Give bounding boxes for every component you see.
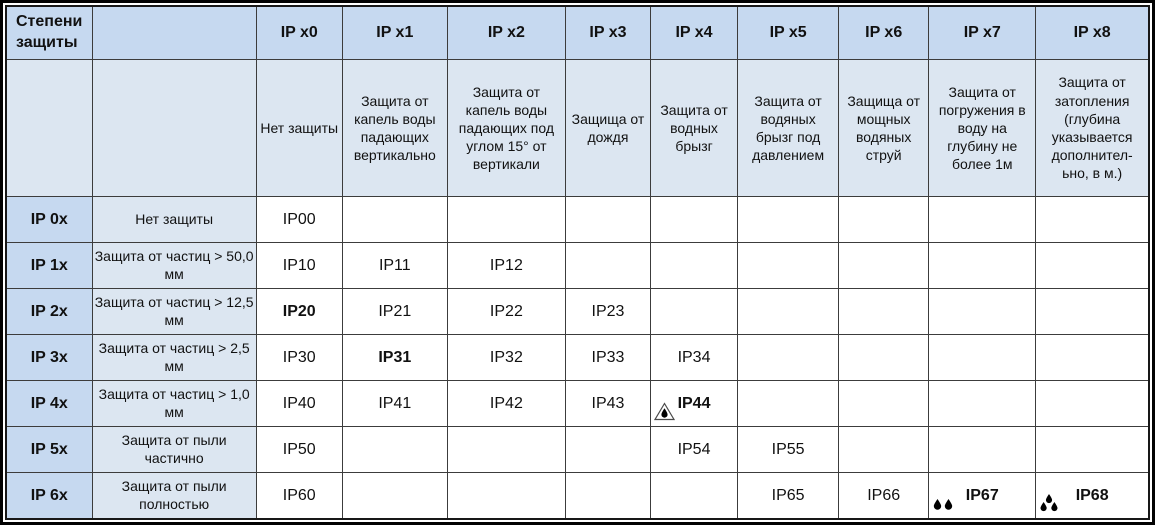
value-cell bbox=[738, 473, 839, 519]
row-label-cell: IP 3x bbox=[6, 335, 92, 381]
column-description-cell: Нет защиты bbox=[256, 60, 342, 197]
value-cell bbox=[565, 427, 650, 473]
header-spacer-cell bbox=[92, 6, 256, 60]
column-header-cell: IP x1 bbox=[342, 6, 447, 60]
value-text: IP44 bbox=[677, 394, 711, 412]
value-text: IP66 bbox=[867, 486, 901, 504]
value-cell bbox=[447, 197, 565, 243]
column-description-cell: Защита от капель воды падающих под углом 15° от вертикали bbox=[447, 60, 565, 197]
row-description-cell: Защита от частиц > 1,0 мм bbox=[92, 381, 256, 427]
value-cell bbox=[651, 427, 738, 473]
value-text: IP42 bbox=[489, 394, 523, 412]
value-cell bbox=[929, 289, 1036, 335]
ip-protection-table bbox=[5, 5, 1150, 520]
value-cell bbox=[929, 427, 1036, 473]
column-header-cell: IP x3 bbox=[565, 6, 650, 60]
value-cell bbox=[447, 243, 565, 289]
value-cell bbox=[565, 335, 650, 381]
value-cell bbox=[651, 473, 738, 519]
value-cell bbox=[256, 243, 342, 289]
value-text: IP23 bbox=[591, 302, 625, 320]
row-label-cell: IP 2x bbox=[6, 289, 92, 335]
value-cell bbox=[738, 381, 839, 427]
header-row bbox=[6, 6, 1149, 60]
value-cell bbox=[839, 381, 929, 427]
value-cell bbox=[839, 243, 929, 289]
column-description-cell: Защита от затопления (глубина указывается дополнител-ьно, в м.) bbox=[1036, 60, 1149, 197]
value-text: IP40 bbox=[282, 394, 316, 412]
value-cell bbox=[447, 473, 565, 519]
table-body bbox=[6, 197, 1149, 520]
value-text: IP22 bbox=[489, 302, 523, 320]
value-cell bbox=[565, 473, 650, 519]
column-header-cell: IP x7 bbox=[929, 6, 1036, 60]
value-cell bbox=[651, 243, 738, 289]
table-row bbox=[6, 381, 1149, 427]
value-cell bbox=[342, 381, 447, 427]
row-description-cell: Защита от пыли полностью bbox=[92, 473, 256, 519]
corner-header-cell: Степени защиты bbox=[6, 6, 92, 60]
row-label-cell: IP 0x bbox=[6, 197, 92, 243]
value-cell bbox=[342, 427, 447, 473]
table-row bbox=[6, 197, 1149, 243]
value-cell bbox=[447, 381, 565, 427]
value-text: IP50 bbox=[282, 440, 316, 458]
column-description-cell: Защища от мощных водяных струй bbox=[839, 60, 929, 197]
description-spacer-cell bbox=[6, 60, 92, 197]
drop-in-triangle-icon bbox=[654, 402, 675, 421]
value-text: IP34 bbox=[677, 348, 711, 366]
value-cell bbox=[929, 381, 1036, 427]
value-cell bbox=[565, 197, 650, 243]
value-text: IP68 bbox=[1075, 486, 1109, 504]
row-description-cell: Защита от пыли частично bbox=[92, 427, 256, 473]
value-cell bbox=[342, 197, 447, 243]
value-cell bbox=[565, 243, 650, 289]
description-spacer-cell bbox=[92, 60, 256, 197]
row-label-cell: IP 4x bbox=[6, 381, 92, 427]
table-header bbox=[6, 6, 1149, 197]
value-text: IP54 bbox=[677, 440, 711, 458]
value-text: IP31 bbox=[378, 348, 412, 366]
value-cell bbox=[651, 335, 738, 381]
value-cell bbox=[929, 473, 1036, 519]
table-row bbox=[6, 289, 1149, 335]
value-cell bbox=[256, 427, 342, 473]
value-cell bbox=[738, 335, 839, 381]
value-text: IP32 bbox=[489, 348, 523, 366]
column-header-cell: IP x6 bbox=[839, 6, 929, 60]
value-cell bbox=[1036, 289, 1149, 335]
value-cell bbox=[342, 473, 447, 519]
value-cell bbox=[447, 427, 565, 473]
value-text: IP30 bbox=[282, 348, 316, 366]
value-text: IP67 bbox=[965, 486, 999, 504]
table-row bbox=[6, 473, 1149, 519]
table-row bbox=[6, 335, 1149, 381]
value-cell bbox=[565, 381, 650, 427]
column-header-cell: IP x5 bbox=[738, 6, 839, 60]
value-cell bbox=[929, 197, 1036, 243]
value-cell bbox=[839, 335, 929, 381]
value-text: IP12 bbox=[489, 256, 523, 274]
value-cell bbox=[839, 473, 929, 519]
value-text: IP41 bbox=[378, 394, 412, 412]
row-label-cell: IP 5x bbox=[6, 427, 92, 473]
value-cell bbox=[1036, 335, 1149, 381]
row-description-cell: Защита от частиц > 2,5 мм bbox=[92, 335, 256, 381]
value-cell bbox=[651, 381, 738, 427]
value-cell bbox=[342, 243, 447, 289]
value-text: IP10 bbox=[282, 256, 316, 274]
value-text: IP33 bbox=[591, 348, 625, 366]
value-cell bbox=[256, 335, 342, 381]
description-row bbox=[6, 60, 1149, 197]
value-cell bbox=[929, 335, 1036, 381]
row-description-cell: Защита от частиц > 12,5 мм bbox=[92, 289, 256, 335]
value-cell bbox=[256, 197, 342, 243]
value-cell bbox=[1036, 243, 1149, 289]
value-cell bbox=[839, 289, 929, 335]
two-drops-icon bbox=[932, 499, 954, 513]
value-text: IP21 bbox=[378, 302, 412, 320]
value-text: IP11 bbox=[378, 256, 411, 274]
value-cell bbox=[929, 243, 1036, 289]
value-cell bbox=[738, 427, 839, 473]
value-cell bbox=[565, 289, 650, 335]
column-description-cell: Защита от капель воды падающих вертикально bbox=[342, 60, 447, 197]
column-header-cell: IP x8 bbox=[1036, 6, 1149, 60]
value-text: IP60 bbox=[282, 486, 316, 504]
value-cell bbox=[839, 427, 929, 473]
three-drops-icon bbox=[1039, 494, 1059, 513]
value-cell bbox=[256, 473, 342, 519]
row-description-cell: Защита от частиц > 50,0 мм bbox=[92, 243, 256, 289]
value-cell bbox=[651, 289, 738, 335]
column-description-cell: Защита от водных брызг bbox=[651, 60, 738, 197]
row-label-cell: IP 6x bbox=[6, 473, 92, 519]
column-description-cell: Защита от водяных брызг под давлением bbox=[738, 60, 839, 197]
value-cell bbox=[447, 335, 565, 381]
value-cell bbox=[738, 243, 839, 289]
column-header-cell: IP x0 bbox=[256, 6, 342, 60]
value-cell bbox=[256, 289, 342, 335]
value-cell bbox=[1036, 381, 1149, 427]
column-header-cell: IP x4 bbox=[651, 6, 738, 60]
value-cell bbox=[1036, 473, 1149, 519]
column-description-cell: Защища от дождя bbox=[565, 60, 650, 197]
row-description-cell: Нет защиты bbox=[92, 197, 256, 243]
column-description-cell: Защита от погружения в воду на глубину не более 1м bbox=[929, 60, 1036, 197]
value-text: IP20 bbox=[282, 302, 316, 320]
value-text: IP00 bbox=[282, 210, 316, 228]
value-cell bbox=[342, 289, 447, 335]
value-text: IP43 bbox=[591, 394, 625, 412]
value-cell bbox=[839, 197, 929, 243]
value-cell bbox=[1036, 197, 1149, 243]
value-cell bbox=[738, 289, 839, 335]
value-cell bbox=[1036, 427, 1149, 473]
column-header-cell: IP x2 bbox=[447, 6, 565, 60]
value-cell bbox=[256, 381, 342, 427]
value-cell bbox=[342, 335, 447, 381]
row-label-cell: IP 1x bbox=[6, 243, 92, 289]
value-cell bbox=[651, 197, 738, 243]
table-row bbox=[6, 243, 1149, 289]
table-row bbox=[6, 427, 1149, 473]
value-cell bbox=[447, 289, 565, 335]
value-text: IP55 bbox=[771, 440, 805, 458]
value-cell bbox=[738, 197, 839, 243]
value-text: IP65 bbox=[771, 486, 805, 504]
